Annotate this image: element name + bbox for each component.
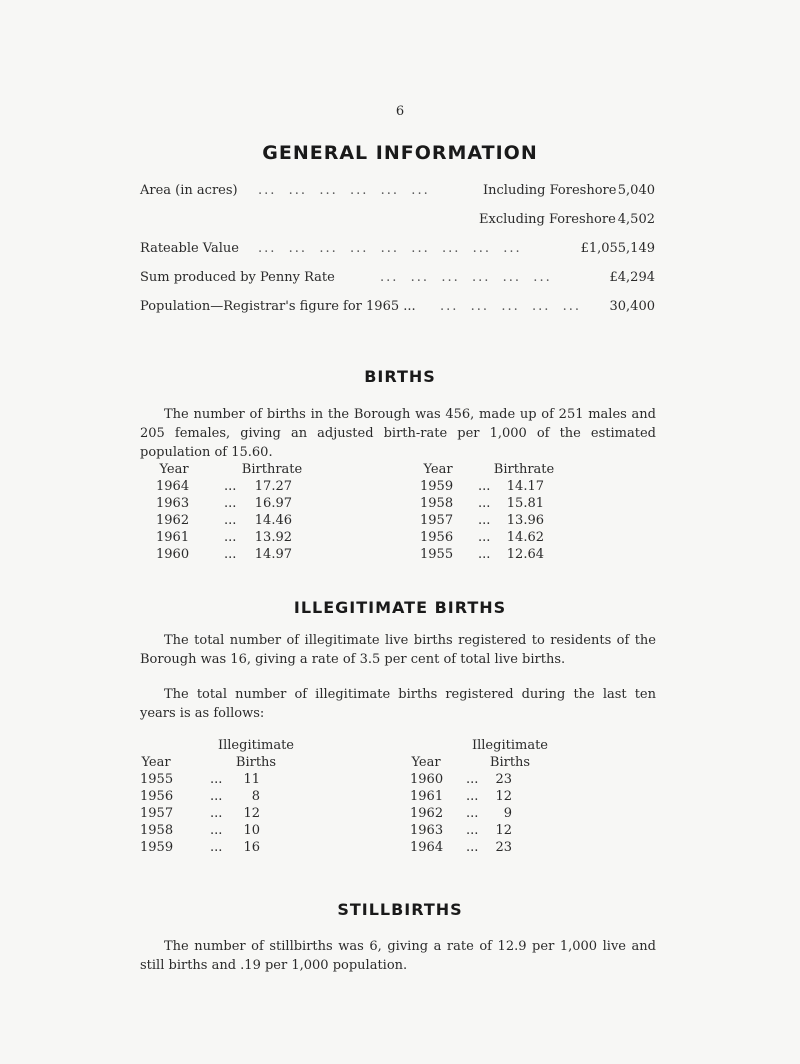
row-year: 1961: [156, 530, 190, 545]
col-header-year: Year: [423, 462, 453, 477]
leader-dots: ... ... ... ... ... ... ... ... ...: [258, 241, 522, 256]
area-excl-row: [140, 212, 655, 230]
row-birthrate: 12.64: [506, 547, 544, 562]
row-year: 1962: [156, 513, 190, 528]
stillbirths-paragraph: [140, 937, 656, 975]
row-leader-dots: ...: [478, 496, 491, 511]
row-year: 1958: [420, 496, 454, 511]
col-header-birthrate: Birthrate: [241, 462, 303, 477]
row-leader-dots: ...: [210, 772, 223, 787]
illegitimate-paragraph-2: [140, 685, 656, 723]
row-leader-dots: ...: [478, 513, 491, 528]
row-birthrate: 14.17: [506, 479, 544, 494]
row-illegitimate-births: 9: [503, 806, 512, 821]
row-year: 1959: [140, 840, 174, 855]
row-leader-dots: ...: [224, 496, 237, 511]
col-header-births: Births: [489, 755, 531, 770]
row-year: 1958: [140, 823, 174, 838]
row-year: 1963: [156, 496, 190, 511]
row-illegitimate-births: 23: [495, 840, 512, 855]
rateable-label: Rateable Value: [140, 241, 239, 256]
row-birthrate: 17.27: [254, 479, 292, 494]
row-leader-dots: ...: [210, 840, 223, 855]
row-leader-dots: ...: [478, 479, 491, 494]
row-birthrate: 16.97: [254, 496, 292, 511]
area-excl-value: 4,502: [617, 212, 655, 227]
row-year: 1963: [410, 823, 444, 838]
row-year: 1960: [410, 772, 444, 787]
row-illegitimate-births: 10: [243, 823, 260, 838]
penny-label: Sum produced by Penny Rate: [140, 270, 335, 285]
row-illegitimate-births: 8: [251, 789, 260, 804]
row-birthrate: 13.96: [506, 513, 544, 528]
area-label: Area (in acres): [140, 183, 238, 198]
row-leader-dots: ...: [210, 823, 223, 838]
col-header-illegitimate: Illegitimate: [471, 738, 548, 753]
row-illegitimate-births: 12: [495, 823, 512, 838]
page-number: 6: [395, 104, 405, 119]
row-leader-dots: ...: [466, 823, 479, 838]
row-leader-dots: ...: [478, 530, 491, 545]
population-label: Population—Registrar's figure for 1965 ...: [140, 299, 416, 314]
illegitimate-paragraph-1: [140, 631, 656, 669]
stillbirths-heading: STILLBIRTHS: [337, 900, 463, 919]
row-illegitimate-births: 12: [495, 789, 512, 804]
stillbirths-paragraph-text: The number of stillbirths was 6, giving a rate of 12.9 per 1,000 live and still births and .19 per 1,000 population.: [140, 939, 656, 973]
leader-dots: ... ... ... ... ... ...: [380, 270, 552, 285]
row-leader-dots: ...: [466, 806, 479, 821]
row-leader-dots: ...: [224, 547, 237, 562]
row-year: 1961: [410, 789, 444, 804]
row-year: 1962: [410, 806, 444, 821]
row-year: 1955: [140, 772, 174, 787]
row-birthrate: 14.62: [506, 530, 544, 545]
col-header-year: Year: [141, 755, 171, 770]
leader-dots: ... ... ... ... ... ...: [258, 183, 430, 198]
row-illegitimate-births: 16: [243, 840, 260, 855]
illegitimate-heading: ILLEGITIMATE BIRTHS: [293, 598, 507, 617]
row-leader-dots: ...: [210, 789, 223, 804]
row-birthrate: 14.46: [254, 513, 292, 528]
population-value: 30,400: [609, 299, 655, 314]
row-year: 1959: [420, 479, 454, 494]
row-year: 1956: [140, 789, 174, 804]
row-leader-dots: ...: [466, 840, 479, 855]
rateable-row: [140, 241, 655, 259]
row-illegitimate-births: 11: [243, 772, 260, 787]
area-row: [140, 183, 655, 201]
row-leader-dots: ...: [224, 479, 237, 494]
area-excl-label: Excluding Foreshore: [479, 212, 616, 227]
row-year: 1957: [420, 513, 454, 528]
leader-dots: ... ... ... ... ...: [440, 299, 582, 314]
row-leader-dots: ...: [224, 530, 237, 545]
population-row: [140, 299, 655, 317]
births-paragraph-text: The number of births in the Borough was 456, made up of 251 males and 205 females, giving an adjusted birth-rate per 1,000 of the estimated population of 15.60.: [140, 407, 656, 460]
row-birthrate: 15.81: [506, 496, 544, 511]
col-header-illegitimate: Illegitimate: [217, 738, 294, 753]
area-incl-value: 5,040: [617, 183, 655, 198]
row-year: 1964: [156, 479, 190, 494]
penny-value: £4,294: [609, 270, 655, 285]
row-year: 1964: [410, 840, 444, 855]
row-birthrate: 14.97: [254, 547, 292, 562]
row-year: 1957: [140, 806, 174, 821]
col-header-birthrate: Birthrate: [493, 462, 555, 477]
row-leader-dots: ...: [466, 789, 479, 804]
row-leader-dots: ...: [210, 806, 223, 821]
births-paragraph: [140, 405, 656, 462]
illegitimate-paragraph-2-text: The total number of illegitimate births registered during the last ten years is as follows:: [140, 687, 656, 721]
births-heading: BIRTHS: [364, 367, 436, 386]
col-header-year: Year: [159, 462, 189, 477]
page-title: GENERAL INFORMATION: [262, 142, 538, 164]
col-header-year: Year: [411, 755, 441, 770]
row-illegitimate-births: 23: [495, 772, 512, 787]
row-illegitimate-births: 12: [243, 806, 260, 821]
row-year: 1960: [156, 547, 190, 562]
row-year: 1955: [420, 547, 454, 562]
row-year: 1956: [420, 530, 454, 545]
row-leader-dots: ...: [466, 772, 479, 787]
col-header-births: Births: [235, 755, 277, 770]
area-incl-label: Including Foreshore: [483, 183, 617, 198]
penny-row: [140, 270, 655, 288]
row-birthrate: 13.92: [254, 530, 292, 545]
illegitimate-paragraph-1-text: The total number of illegitimate live births registered to residents of the Borough was 16, giving a rate of 3.5 per cent of total live births.: [140, 633, 656, 667]
row-leader-dots: ...: [224, 513, 237, 528]
rateable-value: £1,055,149: [580, 241, 655, 256]
row-leader-dots: ...: [478, 547, 491, 562]
